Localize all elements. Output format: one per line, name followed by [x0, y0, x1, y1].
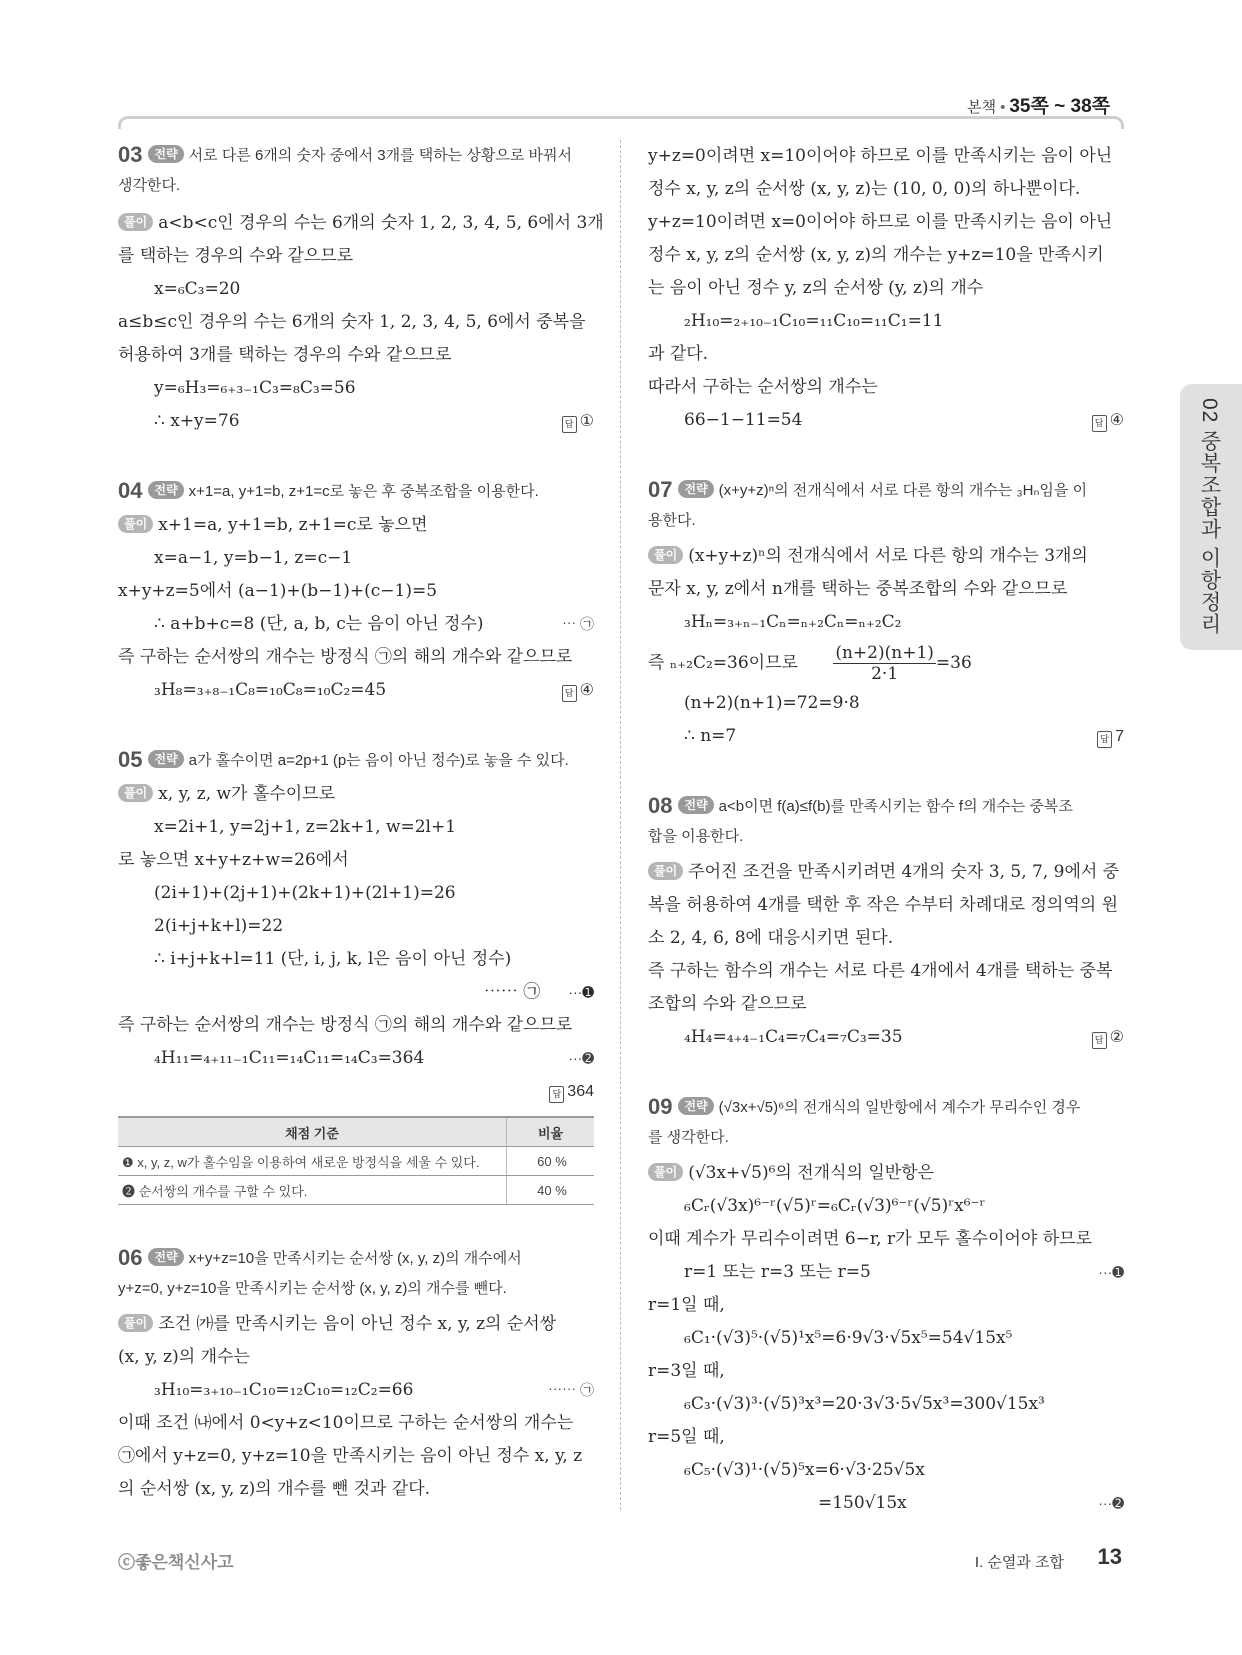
step-marker: ···➊: [1098, 1264, 1124, 1280]
strategy-badge: 전략: [678, 1097, 713, 1115]
fraction-numerator: (n+2)(n+1): [835, 643, 934, 663]
fraction: [833, 643, 936, 684]
equation: r=1 또는 r=3 또는 r=5: [684, 1262, 871, 1282]
page-range-reference: 본책 • 35쪽 ~ 38쪽: [967, 96, 1110, 117]
problem-07: [648, 475, 1124, 753]
chapter-side-tab: [1180, 384, 1242, 650]
solution-line: 의 순서쌍 (x, y, z)의 개수를 뺀 것과 같다.: [118, 1479, 431, 1499]
step-marker: ···➋: [568, 1050, 594, 1066]
equation: (2i+1)+(2j+1)+(2k+1)+(2l+1)=26: [154, 883, 456, 903]
equation: x=2i+1, y=2j+1, z=2k+1, w=2l+1: [154, 817, 457, 837]
solution-line: x+1=a, y+1=b, z+1=c로 놓으면: [158, 515, 428, 535]
strategy-text: (x+y+z)ⁿ의 전개식에서 서로 다른 항의 개수는 ₃Hₙ임을 이: [718, 482, 1088, 499]
solution-line: 즉 ₙ₊₂C₂=36이므로: [648, 653, 798, 673]
solution-badge: 풀이: [118, 213, 153, 231]
equation: =36: [935, 653, 972, 673]
equation: ₄H₄=₄₊₄₋₁C₄=₇C₄=₇C₃=35: [684, 1027, 903, 1047]
equation: ₃H₁₀=₃₊₁₀₋₁C₁₀=₁₂C₁₀=₁₂C₂=66: [154, 1380, 414, 1400]
grading-criterion: ❶ x, y, z, w가 홀수임을 이용하여 새로운 방정식을 세울 수 있다.: [118, 1147, 507, 1176]
answer-icon: 답: [1097, 731, 1112, 748]
grading-header-criterion: 채점 기준: [118, 1117, 507, 1147]
fraction-denominator: 2·1: [871, 664, 899, 684]
solution-line: r=5일 때,: [648, 1427, 725, 1447]
problem-04: [118, 476, 594, 707]
strategy-badge: 전략: [678, 480, 713, 498]
problem-number: 09: [648, 1094, 673, 1119]
solution-line: 이때 계수가 무리수이려면 6−r, r가 모두 홀수이어야 하므로: [648, 1229, 1092, 1249]
answer: 답 ④: [1092, 404, 1124, 437]
strategy-text: (√3x+√5)⁶의 전개식의 일반항에서 계수가 무리수인 경우: [718, 1099, 1081, 1116]
strategy-text: y+z=0, y+z=10을 만족시키는 순서쌍 (x, y, z)의 개수를 뺀다.: [118, 1280, 507, 1297]
equation: ∴ a+b+c=8 (단, a, b, c는 음이 아닌 정수): [154, 614, 484, 634]
equation: ₆Cᵣ(√3x)⁶⁻ʳ(√5)ʳ=₆Cᵣ(√3)⁶⁻ʳ(√5)ʳx⁶⁻ʳ: [684, 1196, 986, 1216]
grading-ratio: 60 %: [507, 1147, 595, 1176]
book-ref-label: 본책: [967, 99, 997, 116]
equation-marker: ⋯⋯ ㉠: [483, 982, 541, 1002]
solution-line: 즉 구하는 순서쌍의 개수는 방정식 ㉠의 해의 개수와 같으므로: [118, 647, 573, 667]
problem-09: [648, 1092, 1124, 1520]
solution-badge: 풀이: [648, 546, 683, 564]
solution-line: (√3x+√5)⁶의 전개식의 일반항은: [688, 1163, 935, 1183]
strategy-text: 합을 이용한다.: [648, 828, 744, 845]
strategy-badge: 전략: [678, 796, 713, 814]
problem-number: 03: [118, 142, 143, 167]
solution-line: 정수 x, y, z의 순서쌍 (x, y, z)는 (10, 0, 0)의 하나뿐이다.: [648, 179, 1081, 199]
answer-icon: 답: [1092, 1032, 1107, 1049]
solution-badge: 풀이: [118, 515, 153, 533]
solution-line: r=1일 때,: [648, 1295, 725, 1315]
solution-line: 조합의 수와 같으므로: [648, 994, 807, 1014]
strategy-text: 를 생각한다.: [648, 1129, 729, 1146]
solution-line: x+y+z=5에서 (a−1)+(b−1)+(c−1)=5: [118, 581, 438, 601]
equation: ₆C₁·(√3)⁵·(√5)¹x⁵=6·9√3·√5x⁵=54√15x⁵: [684, 1328, 1013, 1348]
equation: ₂H₁₀=₂₊₁₀₋₁C₁₀=₁₁C₁₀=₁₁C₁=11: [684, 311, 944, 331]
answer: 답 7: [1097, 720, 1124, 753]
equation: ₄H₁₁=₄₊₁₁₋₁C₁₁=₁₄C₁₁=₁₄C₃=364: [154, 1048, 425, 1068]
strategy-badge: 전략: [148, 1248, 183, 1266]
equation: (n+2)(n+1)=72=9·8: [684, 693, 860, 713]
grading-table: [118, 1116, 594, 1205]
strategy-text: 서로 다른 6개의 숫자 중에서 3개를 택하는 상황으로 바꿔서: [188, 147, 572, 164]
step-marker: ···➊: [568, 984, 594, 1000]
equation: =150√15x: [818, 1493, 907, 1513]
column-divider: [620, 140, 621, 1510]
side-tab-label: 02 중복조합과 이항정리: [1198, 398, 1221, 636]
grading-header-ratio: 비율: [507, 1117, 595, 1147]
solution-line: a≤b≤c인 경우의 수는 6개의 숫자 1, 2, 3, 4, 5, 6에서 중복을: [118, 312, 586, 332]
problem-number: 05: [118, 747, 143, 772]
equation: 2(i+j+k+l)=22: [154, 916, 284, 936]
step-marker: ···➋: [1098, 1495, 1124, 1511]
equation: ∴ i+j+k+l=11 (단, i, j, k, l은 음이 아닌 정수): [154, 949, 512, 969]
equation: ∴ x+y=76: [154, 411, 240, 431]
answer: 답 ①: [562, 405, 594, 438]
solution-line: (x, y, z)의 개수는: [118, 1347, 250, 1367]
table-row: [118, 1176, 594, 1205]
left-column: [118, 140, 604, 1506]
equation-marker: ⋯⋯ ㉠: [548, 1382, 594, 1398]
problem-03: [118, 140, 604, 438]
solution-line: a<b<c인 경우의 수는 6개의 숫자 1, 2, 3, 4, 5, 6에서 3개: [158, 213, 604, 233]
solution-badge: 풀이: [118, 1314, 153, 1332]
solution-line: r=3일 때,: [648, 1361, 725, 1381]
answer: 답 ②: [1092, 1021, 1124, 1054]
grading-criterion: ❷ 순서쌍의 개수를 구할 수 있다.: [118, 1176, 507, 1205]
equation: x=a−1, y=b−1, z=c−1: [154, 548, 353, 568]
solution-line: x, y, z, w가 홀수이므로: [158, 784, 335, 804]
strategy-text: 생각한다.: [118, 177, 181, 194]
strategy-badge: 전략: [148, 145, 183, 163]
equation: ₆C₃·(√3)³·(√5)³x³=20·3√3·5√5x³=300√15x³: [684, 1394, 1045, 1414]
solution-line: 허용하여 3개를 택하는 경우의 수와 같으므로: [118, 345, 452, 365]
solution-line: 정수 x, y, z의 순서쌍 (x, y, z)의 개수는 y+z=10을 만족시키: [648, 245, 1104, 265]
equation: ∴ n=7: [684, 726, 737, 746]
solution-line: 즉 구하는 함수의 개수는 서로 다른 4개에서 4개를 택하는 중복: [648, 961, 1113, 981]
solution-line: 문자 x, y, z에서 n개를 택하는 중복조합의 수와 같으므로: [648, 579, 1068, 599]
answer-icon: 답: [549, 1086, 564, 1103]
problem-number: 07: [648, 477, 673, 502]
solution-line: 주어진 조건을 만족시키려면 4개의 숫자 3, 5, 7, 9에서 중: [688, 862, 1120, 882]
equation: ₆C₅·(√3)¹·(√5)⁵x=6·√3·25√5x: [684, 1460, 925, 1480]
answer: 답 364: [549, 1083, 594, 1100]
answer-icon: 답: [1092, 415, 1107, 432]
solution-line: 이때 조건 ㈏에서 0<y+z<10이므로 구하는 순서쌍의 개수는: [118, 1413, 574, 1433]
problem-06: [118, 1243, 594, 1506]
top-rule: [118, 116, 1124, 129]
problem-05: [118, 745, 594, 1205]
chapter-title: I. 순열과 조합: [974, 1554, 1064, 1571]
strategy-text: a가 홀수이면 a=2p+1 (p는 음이 아닌 정수)로 놓을 수 있다.: [188, 752, 569, 769]
problem-number: 06: [118, 1245, 143, 1270]
right-column: [648, 140, 1124, 1520]
solution-line: 는 음이 아닌 정수 y, z의 순서쌍 (y, z)의 개수: [648, 278, 984, 298]
equation: 66−1−11=54: [684, 410, 803, 430]
solution-line: 를 택하는 경우의 수와 같으므로: [118, 246, 354, 266]
solution-line: ㉠에서 y+z=0, y+z=10을 만족시키는 음이 아닌 정수 x, y, z: [118, 1446, 583, 1466]
solution-line: 로 놓으면 x+y+z+w=26에서: [118, 850, 349, 870]
solution-line: (x+y+z)ⁿ의 전개식에서 서로 다른 항의 개수는 3개의: [688, 546, 1088, 566]
strategy-badge: 전략: [148, 481, 183, 499]
solution-line: 즉 구하는 순서쌍의 개수는 방정식 ㉠의 해의 개수와 같으므로: [118, 1015, 573, 1035]
problem-number: 08: [648, 793, 673, 818]
page-range: 35쪽 ~ 38쪽: [1009, 96, 1110, 117]
strategy-text: a<b이면 f(a)≤f(b)를 만족시키는 함수 f의 개수는 중복조: [718, 798, 1073, 815]
answer-icon: 답: [562, 685, 577, 702]
problem-08: [648, 791, 1124, 1054]
solution-line: y+z=10이려면 x=0이어야 하므로 이를 만족시키는 음이 아닌: [648, 212, 1113, 232]
equation: x=₆C₃=20: [154, 279, 241, 299]
solution-line: 조건 ㈎를 만족시키는 음이 아닌 정수 x, y, z의 순서쌍: [158, 1314, 557, 1334]
solution-line: 과 같다.: [648, 344, 709, 364]
solution-line: 따라서 구하는 순서쌍의 개수는: [648, 377, 878, 397]
solution-badge: 풀이: [648, 862, 683, 880]
equation: ₃Hₙ=₃₊ₙ₋₁Cₙ=ₙ₊₂Cₙ=ₙ₊₂C₂: [684, 612, 902, 632]
publisher-logo: ⓒ좋은책신사고: [118, 1553, 234, 1572]
solution-line: y+z=0이려면 x=10이어야 하므로 이를 만족시키는 음이 아닌: [648, 146, 1113, 166]
equation: ₃H₈=₃₊₈₋₁C₈=₁₀C₈=₁₀C₂=45: [154, 680, 387, 700]
grading-ratio: 40 %: [507, 1176, 595, 1205]
solution-badge: 풀이: [118, 784, 153, 802]
equation: y=₆H₃=₆₊₃₋₁C₃=₈C₃=56: [154, 378, 356, 398]
strategy-text: x+1=a, y+1=b, z+1=c로 놓은 후 중복조합을 이용한다.: [188, 483, 539, 500]
page-number: 13: [1097, 1544, 1122, 1569]
solution-line: 복을 허용하여 4개를 택한 후 작은 수부터 차례대로 정의역의 원: [648, 895, 1118, 915]
strategy-badge: 전략: [148, 750, 183, 768]
strategy-text: x+y+z=10을 만족시키는 순서쌍 (x, y, z)의 개수에서: [188, 1250, 522, 1267]
answer: 답 ④: [562, 674, 594, 707]
equation-marker: ⋯ ㉠: [562, 616, 594, 632]
solution-badge: 풀이: [648, 1163, 683, 1181]
answer-icon: 답: [562, 416, 577, 433]
problem-number: 04: [118, 478, 143, 503]
solution-line: 소 2, 4, 6, 8에 대응시키면 된다.: [648, 928, 894, 948]
table-row: [118, 1147, 594, 1176]
strategy-text: 용한다.: [648, 512, 696, 529]
problem-06-continued: [648, 140, 1124, 437]
